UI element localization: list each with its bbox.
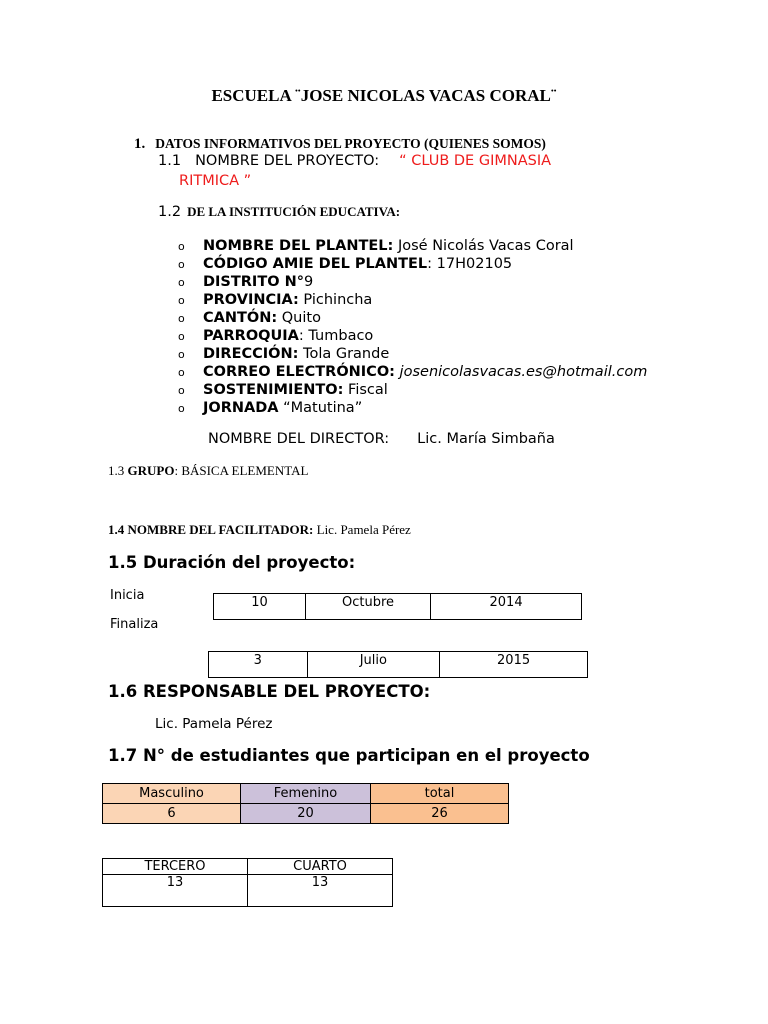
institution-heading <box>158 204 400 220</box>
section-1-1-number: 1.1 <box>158 153 182 169</box>
start-label: Inicia <box>110 588 145 603</box>
section-1-heading <box>134 136 546 153</box>
start-month-cell: Octubre <box>306 594 431 620</box>
facilitator-label: 1.4 NOMBRE DEL FACILITADOR: <box>108 522 314 537</box>
table-row <box>103 875 393 907</box>
email-link[interactable]: josenicolasvacas.es@hotmail.com <box>394 364 648 380</box>
end-day-cell: 3 <box>209 652 308 678</box>
bullet-icon: o <box>178 366 185 379</box>
table-row <box>214 594 582 620</box>
facilitator-value: Lic. Pamela Pérez <box>313 522 411 537</box>
cuarto-value: 13 <box>248 875 393 907</box>
bullet-icon: o <box>178 402 185 415</box>
institution-details-list <box>178 237 647 417</box>
responsible-value: Lic. Pamela Pérez <box>155 716 273 732</box>
masculino-value: 6 <box>103 804 241 824</box>
list-item: o SOSTENIMIENTO: Fiscal <box>178 382 388 398</box>
cuarto-header: CUARTO <box>248 859 393 875</box>
list-item: o CANTÓN: Quito <box>178 310 321 326</box>
start-date-table <box>213 593 582 620</box>
bullet-icon: o <box>178 258 185 271</box>
project-name-value-a: “ CLUB DE GIMNASIA <box>399 153 552 169</box>
list-item: o JORNADA “Matutina” <box>178 400 363 416</box>
project-name-value-b: RITMICA ” <box>179 173 252 189</box>
total-value: 26 <box>370 804 508 824</box>
section-1-title: DATOS INFORMATIVOS DEL PROYECTO (QUIENES SOMOS) <box>155 136 546 151</box>
facilitator-line <box>108 522 411 538</box>
section-1-number: 1. <box>134 136 146 152</box>
responsible-heading: 1.6 RESPONSABLE DEL PROYECTO: <box>108 682 431 701</box>
project-name-label: NOMBRE DEL PROYECTO: <box>195 153 380 169</box>
table-row <box>209 652 588 678</box>
group-line: 1.3 GRUPO: BÁSICA ELEMENTAL <box>108 463 309 478</box>
end-month-cell: Julio <box>307 652 440 678</box>
director-line <box>208 431 555 447</box>
bullet-icon: o <box>178 312 185 325</box>
bullet-icon: o <box>178 384 185 397</box>
list-item: o DISTRITO N°9 <box>178 274 314 290</box>
end-year-cell: 2015 <box>440 652 588 678</box>
document-title: ESCUELA ¨JOSE NICOLAS VACAS CORAL¨ <box>211 86 557 105</box>
institution-heading-label: DE LA INSTITUCIÓN EDUCATIVA: <box>187 204 401 219</box>
start-day-cell: 10 <box>214 594 306 620</box>
bullet-icon: o <box>178 330 185 343</box>
tercero-value: 13 <box>103 875 248 907</box>
table-row <box>103 804 509 824</box>
end-date-table <box>208 651 588 678</box>
section-1-2-number: 1.2 <box>158 204 182 220</box>
list-item: o PROVINCIA: Pichincha <box>178 292 373 308</box>
bullet-icon: o <box>178 348 185 361</box>
list-item: o CÓDIGO AMIE DEL PLANTEL: 17H02105 <box>178 256 513 272</box>
femenino-value: 20 <box>241 804 371 824</box>
list-item: o PARROQUIA: Tumbaco <box>178 328 374 344</box>
group-label: GRUPO <box>127 463 175 478</box>
bullet-icon: o <box>178 240 185 253</box>
director-label: NOMBRE DEL DIRECTOR: <box>208 431 390 447</box>
tercero-header: TERCERO <box>103 859 248 875</box>
group-value: : BÁSICA ELEMENTAL <box>174 463 309 478</box>
total-header: total <box>370 784 508 804</box>
masculino-header: Masculino <box>103 784 241 804</box>
bullet-icon: o <box>178 276 185 289</box>
duration-heading: 1.5 Duración del proyecto: <box>108 553 356 572</box>
list-item: o DIRECCIÓN: Tola Grande <box>178 346 390 362</box>
end-label: Finaliza <box>110 617 159 632</box>
director-value: Lic. María Simbaña <box>417 431 555 447</box>
table-row <box>103 859 393 875</box>
list-item: o NOMBRE DEL PLANTEL: José Nicolás Vacas Coral <box>178 238 574 254</box>
students-heading: 1.7 N° de estudiantes que participan en el proyecto <box>108 746 590 765</box>
grades-table <box>102 858 393 907</box>
start-year-cell: 2014 <box>431 594 582 620</box>
students-table <box>102 783 509 824</box>
project-name-line <box>158 153 551 169</box>
table-row <box>103 784 509 804</box>
list-item: o CORREO ELECTRÓNICO: josenicolasvacas.es@hotmail.com <box>178 364 648 380</box>
bullet-icon: o <box>178 294 185 307</box>
femenino-header: Femenino <box>241 784 371 804</box>
